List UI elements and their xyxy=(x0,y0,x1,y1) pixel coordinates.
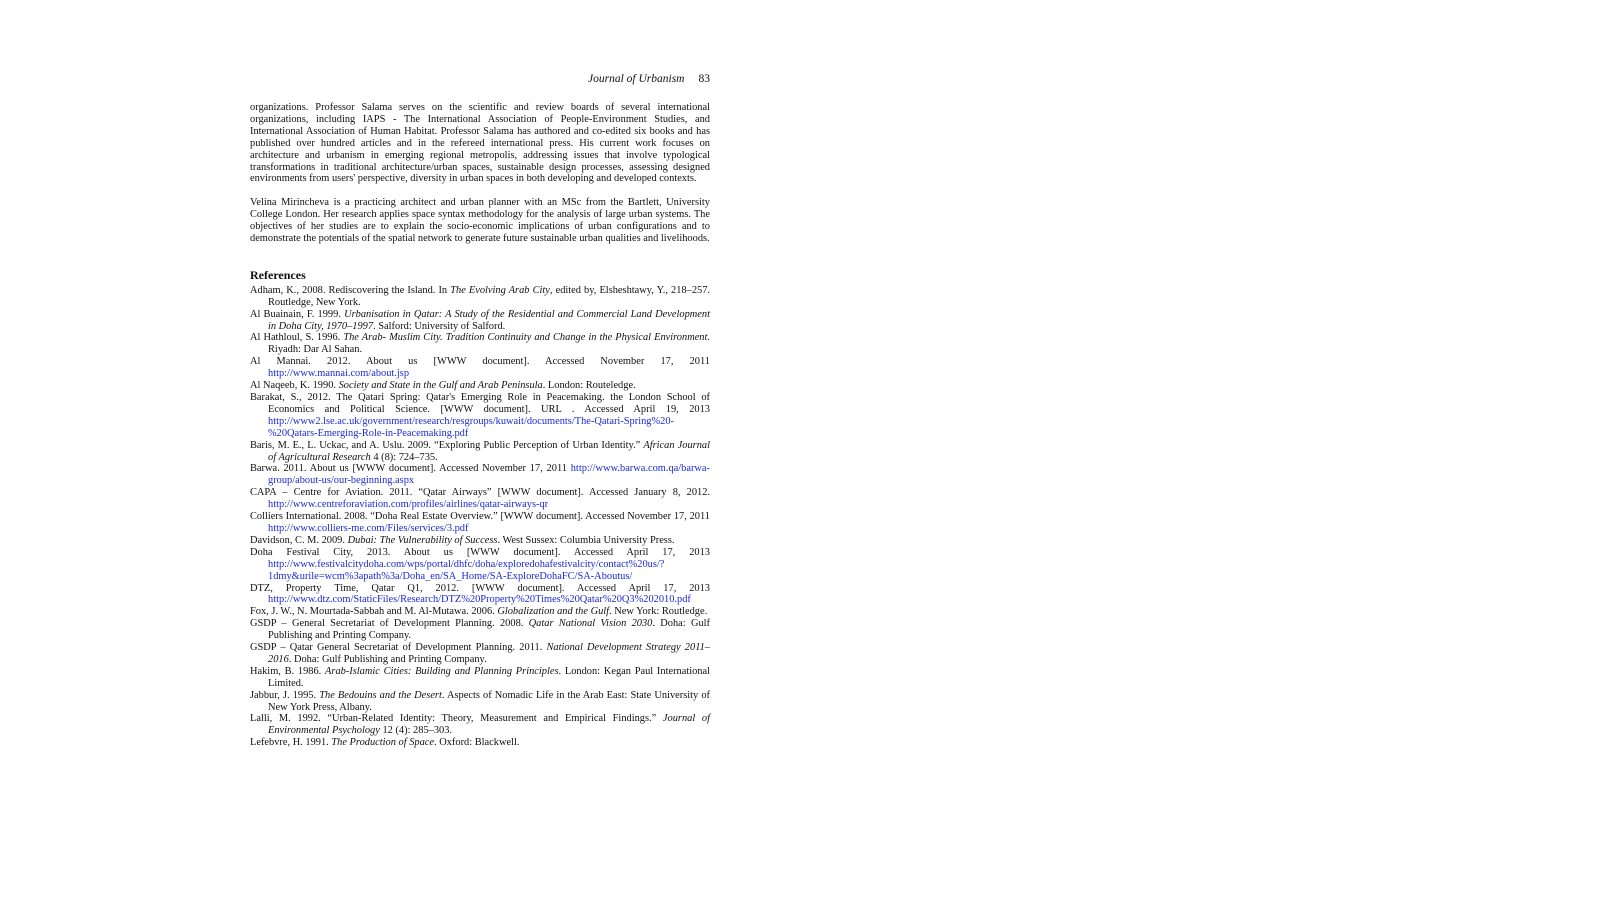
reference-item xyxy=(250,392,710,440)
reference-title: Globalization and the Gulf xyxy=(497,606,610,618)
reference-text: . Aspects of Nomadic Life in the Arab East: State University of New York Press, Albany. xyxy=(268,689,711,713)
reference-text: 12 (4): 285–303. xyxy=(379,725,453,737)
reference-item xyxy=(250,463,710,487)
reference-item xyxy=(250,380,710,392)
reference-title: African Journal of Agricultural Research xyxy=(268,439,710,463)
reference-item xyxy=(250,535,710,547)
reference-link[interactable]: http://www.dtz.com/StaticFiles/Research/DTZ%20Property%20Times%20Qatar%20Q3%202010.pdf xyxy=(268,594,691,606)
bio-salama: organizations. Professor Salama serves on the scientific and review boards of several international organizations, including IAPS - The International Association of People-Environment Studies, and International Association of Human Habitat. Professor Salama has authored and co-edited six books and has published over hundred articles and in the refereed international press. His current work focuses on architecture and urbanism in emerging regional metropolis, addressing issues that involve typological transformations in traditional architecture/urban spaces, sustainable design processes, assessing designed environments from users' perspective, diversity in urban spaces in both developing and developed contexts. xyxy=(250,102,710,185)
reference-item xyxy=(250,487,710,511)
reference-item xyxy=(250,690,710,714)
reference-text: Al Hathloul, S. 1996. xyxy=(250,332,344,344)
reference-text: . Doha: Gulf Publishing and Printing Company. xyxy=(288,653,487,665)
reference-title: The Evolving Arab City xyxy=(450,284,550,296)
reference-title: Journal of Environmental Psychology xyxy=(268,713,710,737)
bio-mirincheva: Velina Mirincheva is a practicing architect and urban planner with an MSc from the Bartlett, University College London. Her research applies space syntax methodology for the analysis of large urban systems. The objectives of her studies are to explain the socio-economic implications of urban configurations and to demonstrate the potentials of the spatial network to generate future sustainable urban qualities and livelihoods. xyxy=(250,197,710,244)
reference-text: Barakat, S., 2012. The Qatari Spring: Qatar's Emerging Role in Peacemaking. the London School of Economics and Political Science. [WWW document]. URL . Accessed April 19, 2013 xyxy=(250,392,710,415)
reference-text: . Salford: University of Salford. xyxy=(373,320,506,332)
reference-title: National Development Strategy 2011–2016 xyxy=(268,642,711,665)
reference-item xyxy=(250,547,710,583)
reference-text: Al Naqeeb, K. 1990. xyxy=(250,380,339,392)
reference-item xyxy=(250,332,710,356)
reference-link[interactable]: http://www.centreforaviation.com/profiles/airlines/qatar-airways-qr xyxy=(268,499,549,511)
reference-text: 4 (8): 724–735. xyxy=(370,451,438,463)
reference-title: The Bedouins and the Desert xyxy=(319,689,442,701)
reference-text: . Doha: Gulf Publishing and Printing Company. xyxy=(268,618,711,642)
reference-text: Baris, M. E., L. Uckac, and A. Uslu. 2009. “Exploring Public Perception of Urban Identity.” xyxy=(250,439,644,451)
reference-text: Doha Festival City, 2013. About us [WWW document]. Accessed April 17, 2013 xyxy=(250,546,710,558)
reference-text: Hakim, B. 1986. xyxy=(250,665,326,677)
page-number: 83 xyxy=(698,73,710,85)
journal-title: Journal of Urbanism xyxy=(588,73,685,85)
reference-link[interactable]: http://www2.lse.ac.uk/government/research/resgroups/kuwait/documents/The-Qatari-Spring%20-%20Qatars-Emerging-Role-in-Peacemaking.pdf xyxy=(268,415,674,439)
reference-title: The Arab- Muslim City. Tradition Continuity and Change in the Physical Environment xyxy=(343,332,708,344)
references-heading: References xyxy=(250,267,306,282)
reference-text: Lalli, M. 1992. “Urban-Related Identity: Theory, Measurement and Empirical Findings.” xyxy=(250,713,663,725)
reference-item xyxy=(250,642,710,666)
reference-title: Dubai: The Vulnerability of Success xyxy=(347,534,498,546)
reference-text: Davidson, C. M. 2009. xyxy=(250,534,348,546)
reference-text: Fox, J. W., N. Mourtada-Sabbah and M. Al-Mutawa. 2006. xyxy=(250,606,498,618)
reference-link[interactable]: http://www.barwa.com.qa/barwa-group/about-us/our-beginning.aspx xyxy=(268,463,710,487)
reference-text: CAPA – Centre for Aviation. 2011. “Qatar Airways” [WWW document]. Accessed January 8, 2012. xyxy=(250,487,710,499)
reference-text: . Oxford: Blackwell. xyxy=(434,737,520,749)
reference-text: Al Buainain, F. 1999. xyxy=(250,308,345,320)
reference-title: Society and State in the Gulf and Arab Peninsula xyxy=(338,380,543,392)
reference-text: . London: Kegan Paul International Limited. xyxy=(268,665,710,689)
reference-item xyxy=(250,440,710,464)
reference-text: . London: Routeledge. xyxy=(542,380,636,392)
reference-text: DTZ, Property Time, Qatar Q1, 2012. [WWW document]. Accessed April 17, 2013 xyxy=(250,582,710,594)
reference-text: Jabbur, J. 1995. xyxy=(250,689,320,701)
reference-item xyxy=(250,666,710,690)
reference-item xyxy=(250,309,710,333)
reference-text: GSDP – Qatar General Secretariat of Development Planning. 2011. xyxy=(250,642,547,654)
reference-item xyxy=(250,285,710,309)
reference-item xyxy=(250,583,710,607)
reference-text: Al Mannai. 2012. About us [WWW document]. Accessed November 17, 2011 xyxy=(250,356,710,368)
reference-title: The Production of Space xyxy=(331,737,435,749)
reference-item xyxy=(250,356,710,380)
reference-text: Colliers International. 2008. “Doha Real Estate Overview.” [WWW document]. Accessed November 17, 2011 xyxy=(250,511,710,523)
reference-item xyxy=(250,713,710,737)
reference-text: Lefebvre, H. 1991. xyxy=(250,737,332,749)
running-header xyxy=(250,72,710,86)
reference-text: Barwa. 2011. About us [WWW document]. Accessed November 17, 2011 xyxy=(250,463,571,475)
reference-title: Arab-Islamic Cities: Building and Planning Principles xyxy=(325,665,559,677)
reference-item xyxy=(250,606,710,618)
reference-item xyxy=(250,511,710,535)
text-column xyxy=(250,102,710,749)
reference-title: Urbanisation in Qatar: A Study of the Residential and Commercial Land Development in Doha City, 1970–1997 xyxy=(268,308,710,332)
reference-text: . West Sussex: Columbia University Press. xyxy=(497,534,675,546)
reference-list xyxy=(250,285,710,749)
reference-text: Adham, K., 2008. Rediscovering the Island. In xyxy=(250,284,451,296)
reference-link[interactable]: http://www.colliers-me.com/Files/services/3.pdf xyxy=(268,522,469,534)
reference-text: . New York: Routledge. xyxy=(609,606,708,618)
reference-title: Qatar National Vision 2030 xyxy=(528,618,653,630)
reference-text: . Riyadh: Dar Al Sahan. xyxy=(268,332,710,356)
reference-link[interactable]: http://www.mannai.com/about.jsp xyxy=(268,368,410,380)
reference-link[interactable]: http://www.festivalcitydoha.com/wps/portal/dhfc/doha/exploredohafestivalcity/contact%20us/?1dmy&urile=wcm%3apath%3a/Doha_en/SA_Home/SA-ExploreDohaFC/SA-Aboutus/ xyxy=(268,558,665,582)
reference-item xyxy=(250,737,710,749)
reference-text: GSDP – General Secretariat of Development Planning. 2008. xyxy=(250,618,529,630)
reference-text: , edited by, Elsheshtawy, Y., 218–257. Routledge, New York. xyxy=(268,284,711,308)
reference-item xyxy=(250,618,710,642)
